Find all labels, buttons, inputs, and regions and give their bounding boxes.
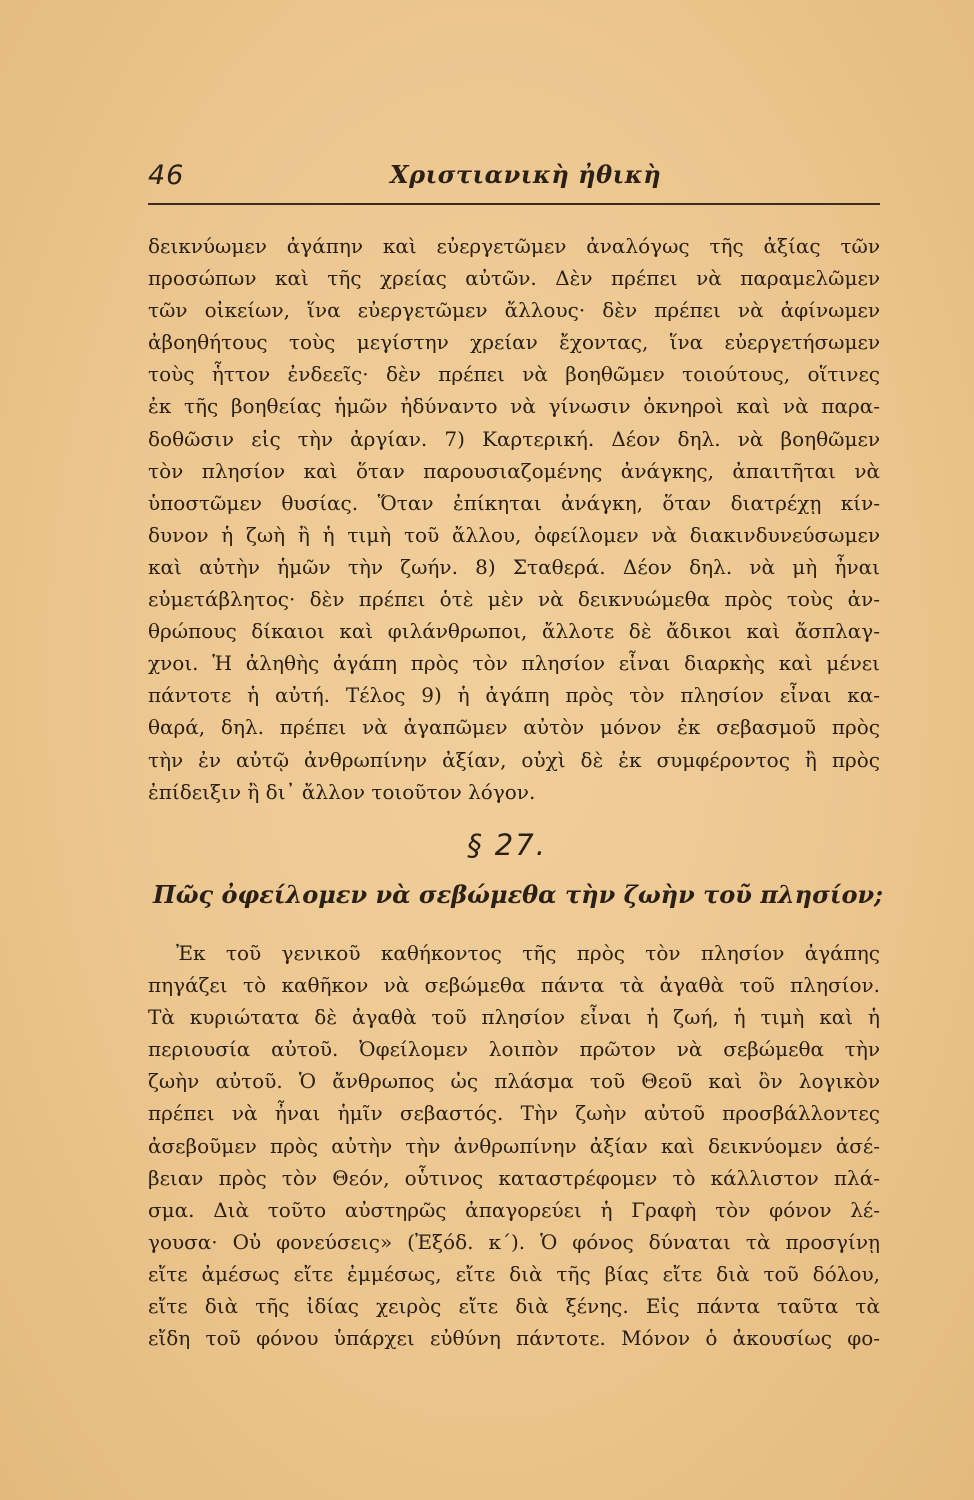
text-line: εἴτε ἀμέσως εἴτε ἐμμέσως, εἴτε διὰ τῆς βίας εἴτε διὰ τοῦ δόλου, xyxy=(148,1261,880,1286)
text-line: πάντοτε ἡ αὐτή. Τέλος 9) ἡ ἀγάπη πρὸς τὸν πλησίον εἶναι κα- xyxy=(148,683,880,708)
text-line: τὸν πλησίον καὶ ὅταν παρουσιαζομένης ἀνάγκης, ἀπαιτῆται νὰ xyxy=(148,458,880,483)
text-line: εἴτε διὰ τῆς ἰδίας χειρὸς εἴτε διὰ ξένης. Εἰς πάντα ταῦτα τὰ xyxy=(148,1294,880,1319)
text-line: ζωὴν αὐτοῦ. Ὁ ἄνθρωπος ὡς πλάσμα τοῦ Θεοῦ καὶ ὂν λογικὸν xyxy=(148,1069,880,1094)
text-line: Ἐκ τοῦ γενικοῦ καθήκοντος τῆς πρὸς τὸν πλησίον ἀγάπης xyxy=(176,941,880,965)
text-line: ἐπίδειξιν ἢ δι᾿ ἄλλον τοιοῦτον λόγον. xyxy=(148,779,536,804)
text-line: δυνον ἡ ζωὴ ἢ ἡ τιμὴ τοῦ ἄλλου, ὀφείλομεν νὰ διακινδυνεύσωμεν xyxy=(148,522,880,547)
text-line: τὴν ἐν αὐτῷ ἀνθρωπίνην ἀξίαν, οὐχὶ δὲ ἐκ συμφέροντος ἢ πρὸς xyxy=(148,747,880,772)
text-line: τοὺς ἧττον ἐνδεεῖς· δὲν πρέπει νὰ βοηθῶμεν τοιούτους, οἵτινες xyxy=(148,362,880,387)
text-line: καὶ αὐτὴν ἡμῶν τὴν ζωήν. 8) Σταθερά. Δέον δηλ. νὰ μὴ ἦναι xyxy=(148,554,880,579)
text-line: τῶν οἰκείων, ἵνα εὐεργετῶμεν ἄλλους· δὲν πρέπει νὰ ἀφίνωμεν xyxy=(148,298,880,323)
text-line: δοθῶσιν εἰς τὴν ἀργίαν. 7) Καρτερική. Δέον δηλ. νὰ βοηθῶμεν xyxy=(148,426,880,451)
text-line: περιουσία αὐτοῦ. Ὀφείλομεν λοιπὸν πρῶτον νὰ σεβώμεθα τὴν xyxy=(148,1037,880,1062)
text-line: ἀσεβοῦμεν πρὸς αὐτὴν τὴν ἀνθρωπίνην ἀξίαν καὶ δεικνύομεν ἀσέ- xyxy=(148,1133,880,1158)
section-number: § 27. xyxy=(467,828,547,862)
text-line: ἐκ τῆς βοηθείας ἡμῶν ἠδύναντο νὰ γίνωσιν ὀκνηροὶ καὶ νὰ παρα- xyxy=(148,394,880,419)
page-number: 46 xyxy=(148,160,185,191)
text-line: πηγάζει τὸ καθῆκον νὰ σεβώμεθα πάντα τὰ ἀγαθὰ τοῦ πλησίον. xyxy=(148,973,880,998)
text-line: ὑποστῶμεν θυσίας. Ὅταν ἐπίκηται ἀνάγκη, ὅταν διατρέχῃ κίν- xyxy=(148,490,880,515)
text-line: πρέπει νὰ ἦναι ἡμῖν σεβαστός. Τὴν ζωὴν αὐτοῦ προσβάλλοντες xyxy=(148,1101,880,1126)
text-line: εἴδη τοῦ φόνου ὑπάρχει εὐθύνη πάντοτε. Μόνον ὁ ἀκουσίως φο- xyxy=(148,1326,880,1351)
text-line: βειαν πρὸς τὸν Θεόν, οὗτινος καταστρέφομεν τὸ κάλλιστον πλά- xyxy=(148,1165,880,1190)
running-head xyxy=(148,160,878,200)
text-line: ἀβοηθήτους τοὺς μεγίστην χρείαν ἔχοντας, ἵνα εὐεργετήσωμεν xyxy=(148,330,880,355)
paragraph-2 xyxy=(148,937,880,1354)
text-line: Τὰ κυριώτατα δὲ ἀγαθὰ τοῦ πλησίον εἶναι ἡ ζωή, ἡ τιμὴ καὶ ἡ xyxy=(148,1005,880,1030)
section-heading: Πῶς ὀφείλομεν νὰ σεβώμεθα τὴν ζωὴν τοῦ πλησίον; xyxy=(153,880,883,909)
header-rule xyxy=(148,203,880,205)
text-line: δεικνύωμεν ἀγάπην καὶ εὐεργετῶμεν ἀναλόγως τῆς ἀξίας τῶν xyxy=(148,234,880,258)
text-line: γουσα· Οὐ φονεύσεις» (Ἐξόδ. κ΄). Ὁ φόνος δύναται τὰ προσγίνῃ xyxy=(148,1229,880,1254)
text-line: χνοι. Ἡ ἀληθὴς ἀγάπη πρὸς τὸν πλησίον εἶναι διαρκὴς καὶ μένει xyxy=(148,651,880,676)
text-line: σμα. Διὰ τοῦτο αὐστηρῶς ἀπαγορεύει ἡ Γραφὴ τὸν φόνον λέ- xyxy=(148,1197,880,1222)
text-line: θαρά, δηλ. πρέπει νὰ ἀγαπῶμεν αὐτὸν μόνον ἐκ σεβασμοῦ πρὸς xyxy=(148,715,880,740)
running-title: Χριστιανικὴ ἠθικὴ xyxy=(390,160,662,189)
paragraph-1 xyxy=(148,230,880,808)
text-line: εὐμετάβλητος· δὲν πρέπει ὁτὲ μὲν νὰ δεικνυώμεθα πρὸς τοὺς ἀν- xyxy=(148,587,880,612)
text-line: προσώπων καὶ τῆς χρείας αὐτῶν. Δὲν πρέπει νὰ παραμελῶμεν xyxy=(148,266,880,291)
text-line: θρώπους δίκαιοι καὶ φιλάνθρωποι, ἄλλοτε δὲ ἄδικοι καὶ ἄσπλαγ- xyxy=(148,619,880,644)
